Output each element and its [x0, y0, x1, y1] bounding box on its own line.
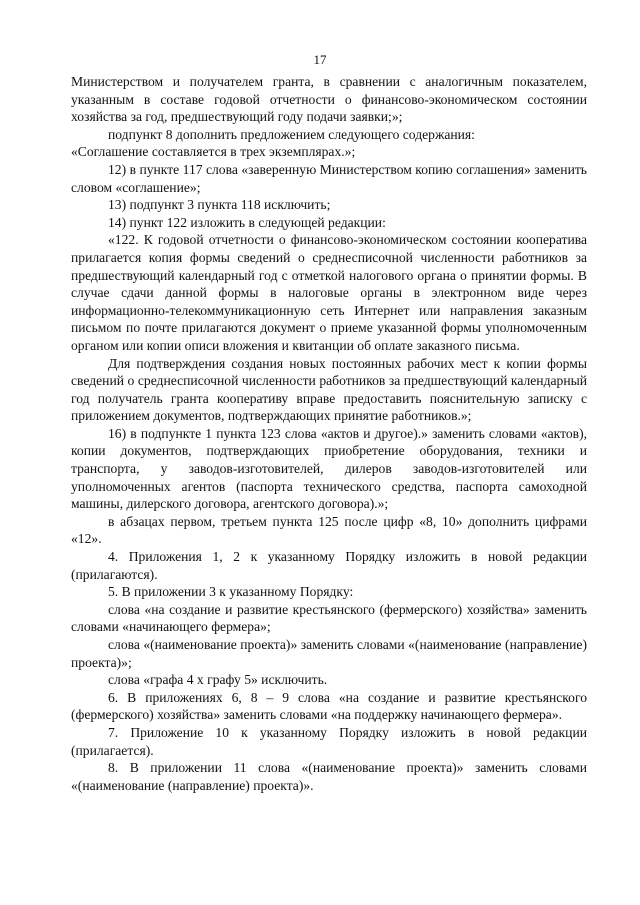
paragraph: 13) подпункт 3 пункта 118 исключить; — [108, 197, 331, 213]
paragraph: 7. Приложение 10 к указанному Порядку изложить в новой редакции (прилагается). — [71, 724, 587, 758]
paragraph: 4. Приложения 1, 2 к указанному Порядку изложить в новой редакции (прилагаются). — [71, 549, 587, 582]
paragraph: слова «(наименование проекта)» заменить словами «(наименование (направление) проекта)»; — [71, 637, 587, 670]
paragraph: «Соглашение составляется в трех экземплярах.»; — [71, 144, 356, 160]
paragraph: «122. К годовой отчетности о финансово-экономическом состоянии кооператива прилагается копия формы сведений о среднесписочной численности работников за предшествующий календарный год с отметкой налогового органа о принятии формы. В случае сдачи данной формы в налоговые органы в электронном виде через информационно-телекоммуникационную сеть Интернет или направления заказным письмом по почте прилагаются документ о приеме указанной формы уполномоченным органом или копии описи вложения и квитанции об оплате заказного письма. — [71, 232, 587, 353]
paragraph: подпункт 8 дополнить предложением следующего содержания: — [108, 126, 475, 142]
paragraph: слова «на создание и развитие крестьянского (фермерского) хозяйства» заменить словами «начинающего фермера»; — [71, 601, 587, 635]
paragraph: Для подтверждения создания новых постоянных рабочих мест к копии формы сведений о среднесписочной численности работников за предшествующий календарный год получатель гранта кооперативу вправе предоставить пояснительную записку с приложением документов, подтверждающих принятие работников.»; — [71, 355, 587, 424]
paragraph: 5. В приложении 3 к указанному Порядку: — [108, 584, 354, 600]
paragraph: 12) в пункте 117 слова «заверенную Министерством копию соглашения» заменить словом «соглашение»; — [71, 161, 587, 195]
paragraph: 16) в подпункте 1 пункта 123 слова «актов и другое).» заменить словами «актов), копии документов, подтверждающих приобретение оборудования, техники и транспорта, у заводов-изготовителей, дилеров заводов-изготовителей или уполномоченных агентов (паспорта технического средства, паспорта самоходной машины, дилерского договора, агентского договора).»; — [71, 425, 587, 512]
page-number: 17 — [313, 52, 327, 67]
paragraph: 14) пункт 122 изложить в следующей редакции: — [108, 214, 386, 230]
paragraph: 8. В приложении 11 слова «(наименование проекта)» заменить словами «(наименование (направление) проекта)». — [71, 760, 587, 793]
document-body — [71, 73, 587, 794]
paragraph: слова «графа 4 х графу 5» исключить. — [108, 672, 328, 688]
paragraph: в абзацах первом, третьем пункта 125 после цифр «8, 10» дополнить цифрами «12». — [71, 513, 587, 547]
paragraph: Министерством и получателем гранта, в сравнении с аналогичным показателем, указанным в составе годовой отчетности о финансово-экономическом состоянии хозяйства за год, предшествующий году подачи заявки;»; — [71, 74, 587, 125]
paragraph: 6. В приложениях 6, 8 – 9 слова «на создание и развитие крестьянского (фермерского) хозяйства» заменить словами «на поддержку начинающего фермера». — [71, 689, 587, 723]
